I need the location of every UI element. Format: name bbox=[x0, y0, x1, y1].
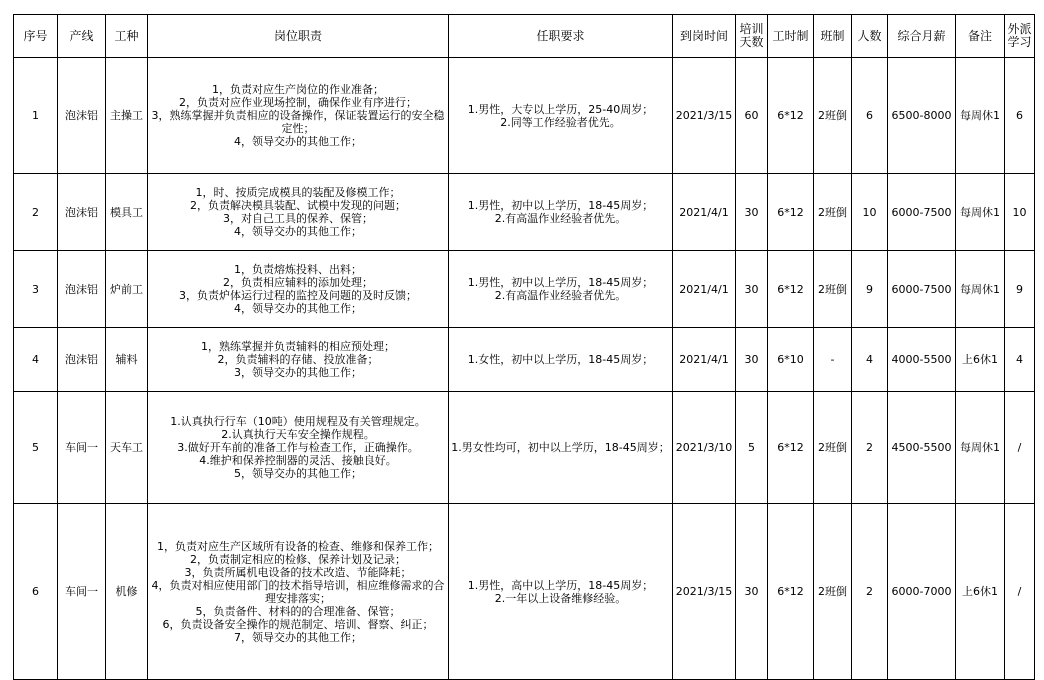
cell-duties bbox=[148, 392, 449, 504]
header-salary: 综合月薪 bbox=[888, 15, 956, 58]
cell-count: 9 bbox=[852, 251, 888, 328]
duties-text: 1.认真执行行车（10吨）使用规程及有关管理规定。 2.认真执行天车安全操作规程。 3.做好开车前的准备工作与检查工作，正确操作。 4.维护和保养控制器的灵活、接触良好。 5，领导交办的其他工作； bbox=[170, 415, 426, 480]
requirements-text: 1.男性，高中以上学历，18-45周岁； 2.一年以上设备维修经验。 bbox=[467, 578, 654, 605]
cell-dispatch: 9 bbox=[1005, 251, 1035, 328]
cell-dispatch: 10 bbox=[1005, 174, 1035, 251]
cell-hours: 6*12 bbox=[768, 504, 814, 680]
requirements-text: 1.男性，初中以上学历，18-45周岁； 2.有高温作业经验者优先。 bbox=[467, 199, 654, 225]
cell-shift: 2班倒 bbox=[814, 58, 852, 174]
cell-arrival: 2021/4/1 bbox=[673, 251, 736, 328]
header-count: 人数 bbox=[852, 15, 888, 58]
cell-type: 辅料 bbox=[106, 328, 148, 392]
table-row bbox=[14, 392, 1035, 504]
cell-shift: 2班倒 bbox=[814, 174, 852, 251]
cell-requirements bbox=[449, 392, 673, 504]
cell-count: 2 bbox=[852, 392, 888, 504]
cell-line: 泡沫铝 bbox=[58, 251, 106, 328]
cell-salary: 4000-5500 bbox=[888, 328, 956, 392]
cell-line: 车间一 bbox=[58, 392, 106, 504]
cell-training: 5 bbox=[736, 392, 768, 504]
cell-duties bbox=[148, 58, 449, 174]
cell-line: 泡沫铝 bbox=[58, 174, 106, 251]
cell-training: 30 bbox=[736, 504, 768, 680]
cell-training: 30 bbox=[736, 251, 768, 328]
table-row bbox=[14, 504, 1035, 680]
cell-shift: 2班倒 bbox=[814, 392, 852, 504]
header-note: 备注 bbox=[956, 15, 1005, 58]
cell-count: 2 bbox=[852, 504, 888, 680]
cell-hours: 6*12 bbox=[768, 174, 814, 251]
cell-index: 5 bbox=[14, 392, 58, 504]
cell-note: 每周休1 bbox=[956, 392, 1005, 504]
cell-index: 6 bbox=[14, 504, 58, 680]
cell-count: 10 bbox=[852, 174, 888, 251]
header-training: 培训天数 bbox=[736, 15, 768, 58]
cell-training: 30 bbox=[736, 174, 768, 251]
header-arrival: 到岗时间 bbox=[673, 15, 736, 58]
recruitment-table bbox=[13, 14, 1035, 680]
cell-count: 6 bbox=[852, 58, 888, 174]
cell-hours: 6*10 bbox=[768, 328, 814, 392]
duties-text: 1，负责熔炼投料、出料； 2，负责相应辅料的添加处理； 3，负责炉体运行过程的监控及问题的及时反馈； 4，领导交办的其他工作； bbox=[179, 263, 417, 315]
cell-line: 车间一 bbox=[58, 504, 106, 680]
cell-dispatch: 4 bbox=[1005, 328, 1035, 392]
header-index: 序号 bbox=[14, 15, 58, 58]
cell-type: 机修 bbox=[106, 504, 148, 680]
cell-requirements bbox=[449, 504, 673, 680]
cell-hours: 6*12 bbox=[768, 392, 814, 504]
cell-requirements bbox=[449, 58, 673, 174]
cell-arrival: 2021/4/1 bbox=[673, 328, 736, 392]
cell-salary: 6000-7000 bbox=[888, 504, 956, 680]
cell-hours: 6*12 bbox=[768, 251, 814, 328]
cell-duties bbox=[148, 328, 449, 392]
cell-index: 4 bbox=[14, 328, 58, 392]
cell-note: 每周休1 bbox=[956, 251, 1005, 328]
header-row bbox=[14, 15, 1035, 58]
header-shift: 班制 bbox=[814, 15, 852, 58]
header-dispatch: 外派学习 bbox=[1005, 15, 1035, 58]
cell-line: 泡沫铝 bbox=[58, 328, 106, 392]
cell-note: 上6休1 bbox=[956, 328, 1005, 392]
duties-text: 1，负责对应生产区域所有设备的检查、维修和保养工作； 2，负责制定相应的检修、保养计划及记录； 3，负责所属机电设备的技术改造、节能降耗； 4，负责对相应使用部门的技术指导培训，相应维修需求的合理安排落实； 5，负责备件、材料的的合理准备、保管； 6，负责设备安全操作的规范制定、培训、督察、纠正； 7，领导交办的其他工作； bbox=[151, 539, 445, 644]
cell-requirements bbox=[449, 328, 673, 392]
cell-dispatch: / bbox=[1005, 392, 1035, 504]
cell-count: 4 bbox=[852, 328, 888, 392]
cell-hours: 6*12 bbox=[768, 58, 814, 174]
requirements-text: 1.男性，初中以上学历，18-45周岁； 2.有高温作业经验者优先。 bbox=[467, 276, 654, 302]
cell-dispatch: / bbox=[1005, 504, 1035, 680]
cell-arrival: 2021/3/10 bbox=[673, 392, 736, 504]
cell-salary: 6500-8000 bbox=[888, 58, 956, 174]
requirements-text: 1.男性，大专以上学历，25-40周岁； 2.同等工作经验者优先。 bbox=[467, 102, 654, 129]
requirements-text: 1.女性，初中以上学历，18-45周岁； bbox=[467, 353, 654, 366]
cell-line: 泡沫铝 bbox=[58, 58, 106, 174]
cell-duties bbox=[148, 504, 449, 680]
cell-salary: 6000-7500 bbox=[888, 174, 956, 251]
table-row bbox=[14, 251, 1035, 328]
cell-shift: 2班倒 bbox=[814, 504, 852, 680]
cell-shift: 2班倒 bbox=[814, 251, 852, 328]
duties-text: 1，负责对应生产岗位的作业准备； 2，负责对应作业现场控制，确保作业有序进行； 3，熟练掌握并负责相应的设备操作，保证装置运行的安全稳定性； 4，领导交办的其他工作； bbox=[151, 83, 445, 148]
cell-type: 主操工 bbox=[106, 58, 148, 174]
cell-type: 天车工 bbox=[106, 392, 148, 504]
cell-dispatch: 6 bbox=[1005, 58, 1035, 174]
cell-duties bbox=[148, 251, 449, 328]
requirements-text: 1.男女性均可，初中以上学历，18-45周岁； bbox=[451, 441, 670, 454]
cell-requirements bbox=[449, 251, 673, 328]
cell-arrival: 2021/4/1 bbox=[673, 174, 736, 251]
cell-shift: - bbox=[814, 328, 852, 392]
table-row bbox=[14, 174, 1035, 251]
cell-note: 每周休1 bbox=[956, 174, 1005, 251]
duties-text: 1，时、按质完成模具的装配及修模工作； 2，负责解决模具装配、试模中发现的问题； 3，对自己工具的保养、保管； 4，领导交办的其他工作； bbox=[190, 186, 406, 238]
cell-requirements bbox=[449, 174, 673, 251]
cell-salary: 4500-5500 bbox=[888, 392, 956, 504]
cell-index: 1 bbox=[14, 58, 58, 174]
header-type: 工种 bbox=[106, 15, 148, 58]
cell-arrival: 2021/3/15 bbox=[673, 58, 736, 174]
cell-training: 30 bbox=[736, 328, 768, 392]
cell-training: 60 bbox=[736, 58, 768, 174]
cell-duties bbox=[148, 174, 449, 251]
header-requirements: 任职要求 bbox=[449, 15, 673, 58]
cell-type: 模具工 bbox=[106, 174, 148, 251]
header-duties: 岗位职责 bbox=[148, 15, 449, 58]
header-line: 产线 bbox=[58, 15, 106, 58]
cell-index: 3 bbox=[14, 251, 58, 328]
cell-salary: 6000-7500 bbox=[888, 251, 956, 328]
cell-note: 上6休1 bbox=[956, 504, 1005, 680]
table-row bbox=[14, 328, 1035, 392]
cell-index: 2 bbox=[14, 174, 58, 251]
header-hours: 工时制 bbox=[768, 15, 814, 58]
cell-note: 每周休1 bbox=[956, 58, 1005, 174]
cell-type: 炉前工 bbox=[106, 251, 148, 328]
cell-arrival: 2021/3/15 bbox=[673, 504, 736, 680]
table-row bbox=[14, 58, 1035, 174]
duties-text: 1，熟练掌握并负责辅料的相应预处理； 2，负责辅料的存储、投放准备； 3，领导交办的其他工作； bbox=[201, 340, 395, 379]
